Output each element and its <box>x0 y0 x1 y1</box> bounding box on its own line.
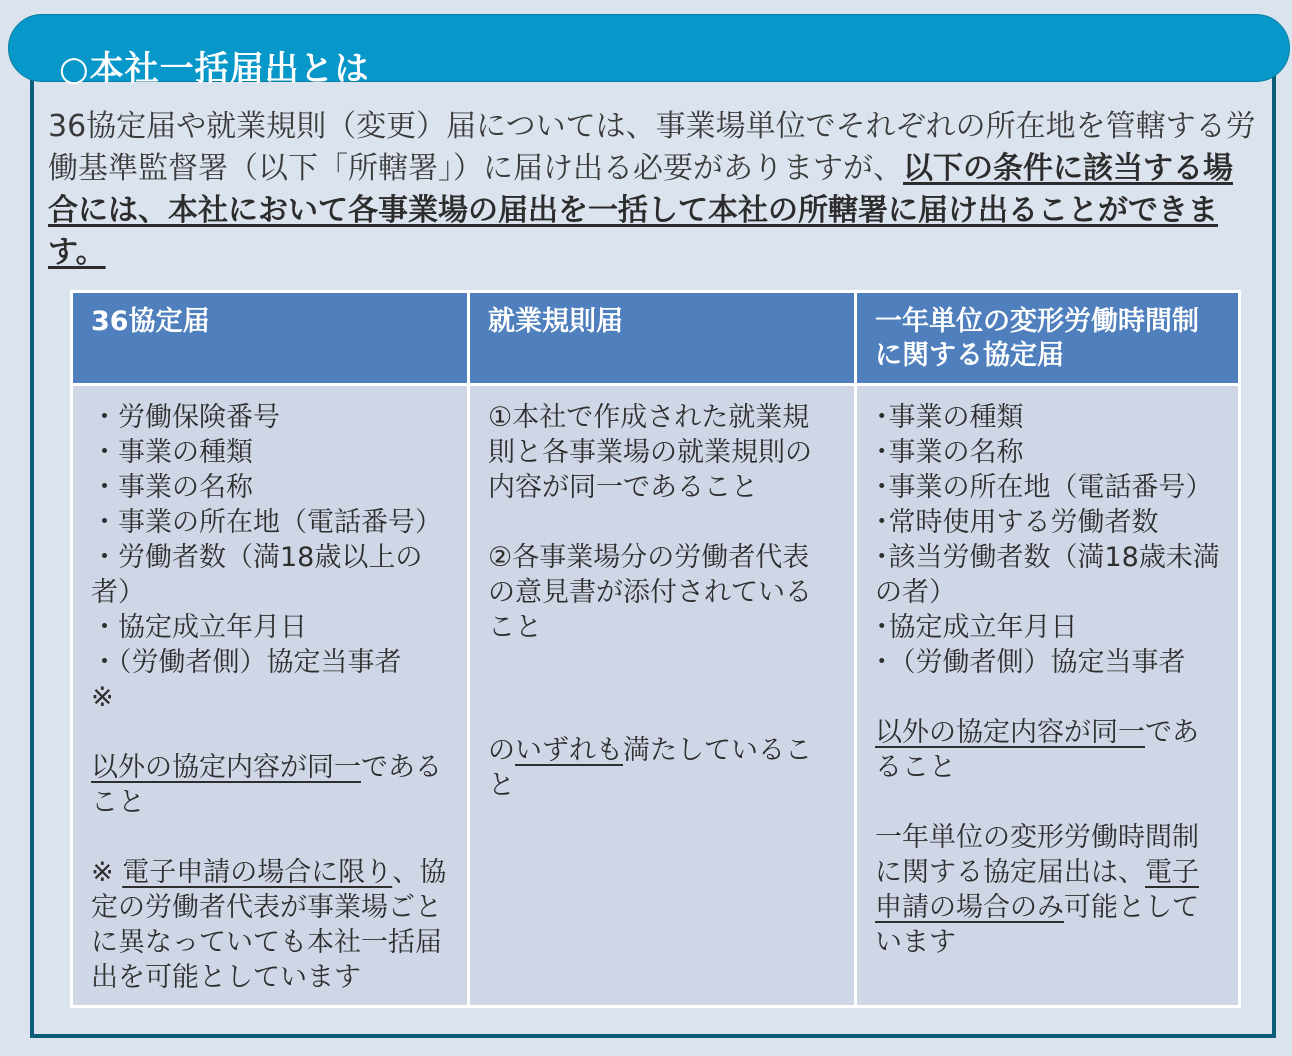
intro-text: 36協定届や就業規則（変更）届については、事業場単位でそれぞれの所在地を管轄する労働基準監督署（以下「所轄署」）に届け出る必要がありますが、 <box>48 109 1256 186</box>
cell-annual-variable-hours <box>856 385 1240 1007</box>
note-mark: ※ <box>91 857 123 888</box>
list-item: ・事業の所在地（電話番号） <box>91 507 442 538</box>
list-item: ･常時使用する労働者数 <box>875 507 1159 538</box>
condition-item-1: ①本社で作成された就業規則と各事業場の就業規則の内容が同一であること <box>488 402 812 503</box>
list-item: ･該当労働者数（満18歳未満の者） <box>875 542 1220 608</box>
list-item: ･（労働者側）協定当事者 <box>875 647 1186 678</box>
table-header-row <box>72 292 1240 385</box>
section-banner <box>8 14 1290 89</box>
header-annual-variable-hours: 一年単位の変形労働時間制に関する協定届 <box>856 292 1240 385</box>
note-rest: 、協定の労働者代表が事業場ごとに異なっていても本社一括届出を可能としています <box>91 857 447 993</box>
condition-pre: の <box>488 735 515 766</box>
condition-underlined: いずれも <box>515 735 623 766</box>
section-title: ○本社一括届出とは <box>59 49 370 89</box>
list-item: ･事業の種類 <box>875 402 1024 433</box>
list-item: ・（労働者側）協定当事者 ※ <box>91 647 429 713</box>
header-work-rules: 就業規則届 <box>469 292 856 385</box>
header-36-agreement: 36協定届 <box>72 292 469 385</box>
intro-emphasis: 以下の条件に該当する場合には、本社において各事業場の届出を一括して本社の所轄署に届け出ることができます。 <box>48 151 1233 270</box>
condition-underlined: 以外の協定内容が同一 <box>91 752 361 783</box>
condition-rest: 満たしていること <box>488 735 812 801</box>
condition-text <box>875 715 1220 785</box>
condition-underlined: 以外の協定内容が同一 <box>875 717 1145 748</box>
list-item: ・事業の種類 <box>91 437 253 468</box>
note-text <box>875 820 1220 960</box>
list-item: ・労働保険番号 <box>91 402 280 433</box>
note-pre: 一年単位の変形労働時間制に関する協定届出は、 <box>875 822 1199 888</box>
table-body-row <box>72 385 1240 1007</box>
list-item: ・協定成立年月日 <box>91 612 307 643</box>
note-underlined: 電子申請の場合のみ <box>875 857 1199 923</box>
note-underlined: 電子申請の場合に限り <box>122 857 393 888</box>
note-text <box>91 855 449 995</box>
cell-work-rules <box>469 385 856 1007</box>
list-item: ･事業の名称 <box>875 437 1024 468</box>
condition-rest: であること <box>91 752 442 818</box>
condition-text <box>488 733 836 803</box>
condition-rest: であること <box>875 717 1199 783</box>
list-item: ･事業の所在地（電話番号） <box>875 472 1213 503</box>
comparison-table <box>70 290 1241 1008</box>
condition-text <box>91 750 449 820</box>
list-item: ・労働者数（満18歳以上の者） <box>91 542 423 608</box>
intro-paragraph <box>48 106 1258 274</box>
note-rest: 可能としています <box>875 892 1199 958</box>
list-item: ・事業の名称 <box>91 472 253 503</box>
condition-item-2: ②各事業場分の労働者代表の意見書が添付されていること <box>488 542 812 643</box>
list-item: ･協定成立年月日 <box>875 612 1078 643</box>
cell-36-agreement <box>72 385 469 1007</box>
